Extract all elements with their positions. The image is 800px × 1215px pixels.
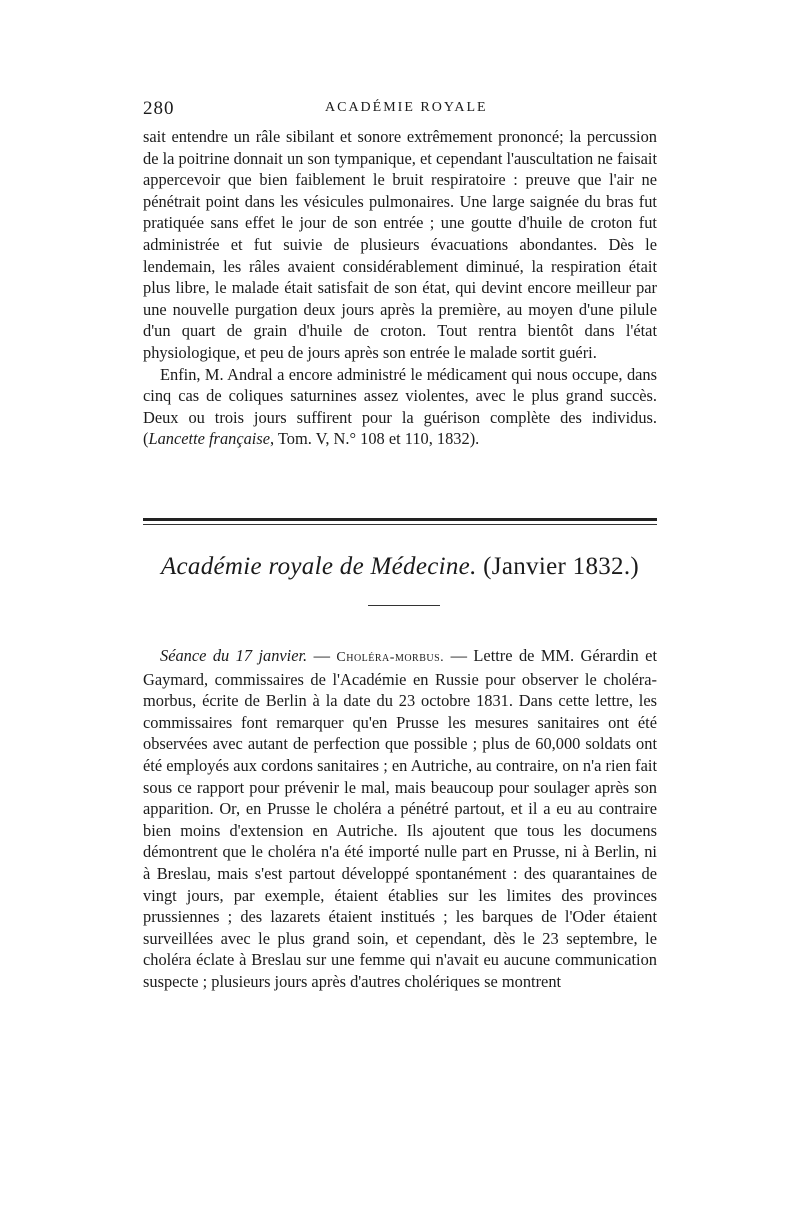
conclusion-text: Enfin, M. Andral a encore administré le médicament qui nous occupe, dans cinq cas de coliques saturnines assez violentes, avec le plus grand succès. Deux ou trois jours suffirent pour la guérison complète des individus. ( bbox=[143, 364, 657, 449]
section-heading-date: (Janvier 1832.) bbox=[476, 553, 640, 580]
section-heading-name: Académie royale de Médecine. bbox=[160, 553, 477, 580]
session-topic: Choléra-morbus. bbox=[336, 650, 445, 665]
paragraph-case-report: sait entendre un râle sibilant et sonore extrêmement prononcé; la percussion de la poitrine donnait un son tympanique, et cependant l'auscultation ne faisait appercevoir que bien faiblement le bruit respiratoire : preuve que l'air ne pénétrait point dans les vésicules pulmonaires. Une large saignée du bras fut pratiquée sans effet le jour de son entrée ; une goutte d'huile de croton fut administrée et fut suivie de plusieurs évacuations abondantes. Dès le lendemain, les râles avaient considérablement diminué, la respiration était plus libre, le malade était satisfait de son état, qui devint encore meilleur par une nouvelle purgation deux jours après la première, au moyen d'une pilule d'un quart de grain d'huile de croton. Tout rentra bientôt dans l'état physiologique, et peu de jours après son entrée le malade sortit guéri. bbox=[143, 127, 657, 362]
session-date: Séance du 17 janvier. bbox=[160, 646, 308, 665]
page-header bbox=[143, 98, 656, 122]
session-body: — Lettre de MM. Gérardin et Gaymard, commissaires de l'Académie en Russie pour observer le choléra-morbus, écrite de Berlin à la date du 23 octobre 1831. Dans cette lettre, les commissaires font remarquer qu'en Prusse les mesures sanitaires ont été observées avec autant de perfection que possible ; plus de 60,000 soldats ont été employés aux cordons sanitaires ; en Autriche, au contraire, on n'a rien fait sous ce rapport pour prévenir le mal, mais beaucoup pour soulager après son apparition. Or, en Prusse le choléra a pénétré partout, et il a eu au contraire bien moins d'extension en Autriche. Ils ajoutent que tous les documens démontrent que le choléra n'a été importé nulle part en Prusse, ni à Berlin, ni à Breslau, mais s'est partout développé spontanément : des quarantaines de vingt jours, par exemple, étaient établies sur les limites des provinces prussiennes ; des lazarets étaient institués ; les barques de l'Oder étaient surveillées avec le plus grand soin, et cependant, dès le 23 septembre, le choléra éclate à Breslau sur une femme qui n'avait eu aucune communication suspecte ; plusieurs jours après d'autres cholériques se montrent bbox=[143, 646, 657, 991]
dash: — bbox=[307, 646, 337, 665]
running-title: ACADÉMIE ROYALE bbox=[325, 100, 488, 115]
section-divider-thick bbox=[143, 518, 657, 521]
section-heading bbox=[143, 553, 657, 581]
paragraph-conclusion bbox=[143, 364, 657, 450]
heading-underline bbox=[368, 605, 440, 606]
session-report bbox=[143, 645, 657, 993]
paragraph-session bbox=[143, 645, 657, 993]
article-continuation bbox=[143, 126, 657, 450]
section-divider-thin bbox=[143, 524, 657, 525]
source-reference: , Tom. V, N.° 108 et 110, 1832). bbox=[270, 429, 480, 449]
source-journal: Lancette française bbox=[148, 429, 271, 449]
page-number: 280 bbox=[143, 98, 175, 119]
